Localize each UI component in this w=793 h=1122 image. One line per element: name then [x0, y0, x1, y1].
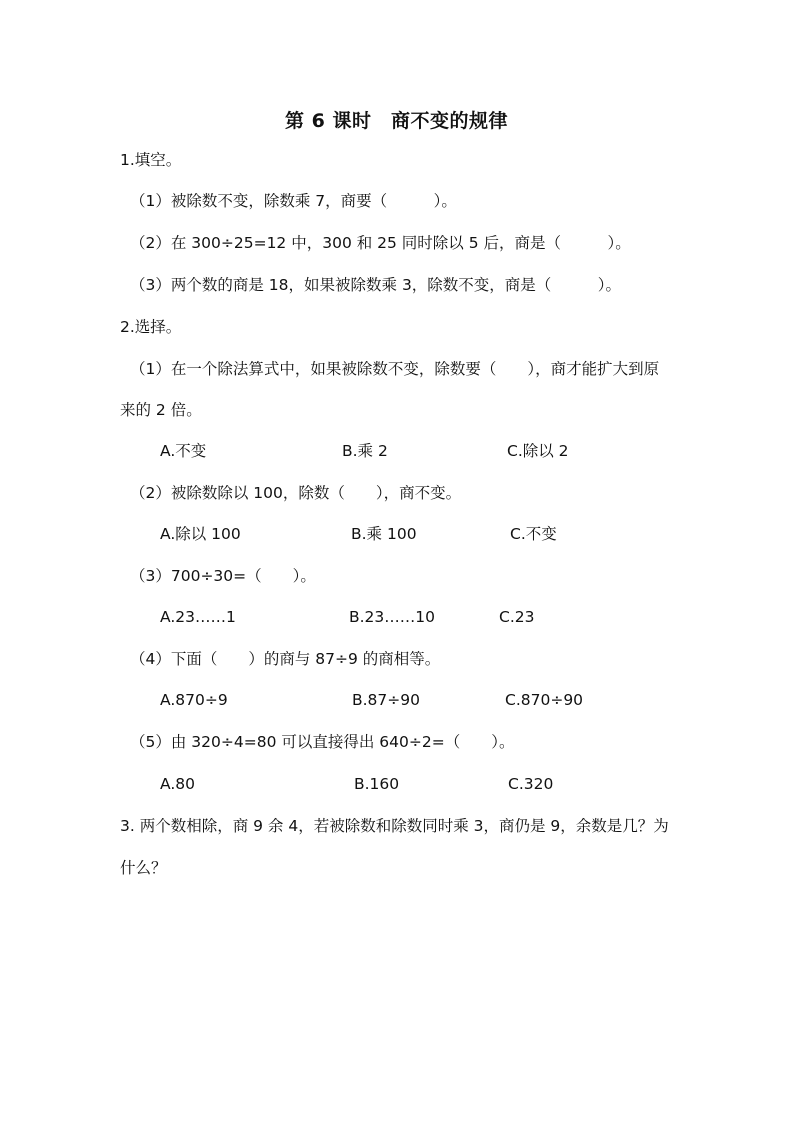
fill-blank-item-1: （1）被除数不变，除数乘 7，商要（ ）。: [130, 192, 457, 210]
choice-1-option-b: B.乘 2: [342, 442, 388, 460]
choice-5-option-a: A.80: [160, 775, 195, 793]
choice-3-option-b: B.23……10: [349, 608, 436, 626]
choice-4-option-c: C.870÷90: [505, 691, 584, 709]
section-3-question-line-1: 3. 两个数相除，商 9 余 4，若被除数和除数同时乘 3，商仍是 9，余数是几？为: [120, 817, 669, 835]
fill-blank-item-3: （3）两个数的商是 18，如果被除数乘 3，除数不变，商是（ ）。: [130, 276, 622, 294]
choice-1-option-c: C.除以 2: [507, 442, 569, 460]
choice-3-option-c: C.23: [499, 608, 535, 626]
choice-5-option-b: B.160: [354, 775, 400, 793]
choice-2-option-b: B.乘 100: [351, 525, 417, 543]
choice-2-option-a: A.除以 100: [160, 525, 241, 543]
choice-question-1-stem: （1）在一个除法算式中，如果被除数不变，除数要（ ），商才能扩大到原: [130, 360, 660, 378]
choice-2-option-c: C.不变: [510, 525, 557, 543]
choice-question-4-stem: （4）下面（ ）的商与 87÷9 的商相等。: [130, 650, 441, 668]
choice-4-option-b: B.87÷90: [352, 691, 420, 709]
choice-question-3-stem: （3）700÷30=（ ）。: [130, 567, 316, 585]
section-2-heading: 2.选择。: [120, 318, 182, 336]
section-1-heading: 1.填空。: [120, 151, 182, 169]
choice-question-1-stem-cont: 来的 2 倍。: [120, 401, 202, 419]
choice-question-5-stem: （5）由 320÷4=80 可以直接得出 640÷2=（ ）。: [130, 733, 515, 751]
choice-1-option-a: A.不变: [160, 442, 207, 460]
section-3-question-line-2: 什么？: [120, 859, 167, 877]
choice-4-option-a: A.870÷9: [160, 691, 228, 709]
choice-5-option-c: C.320: [508, 775, 554, 793]
choice-3-option-a: A.23……1: [160, 608, 236, 626]
choice-question-2-stem: （2）被除数除以 100，除数（ ），商不变。: [130, 484, 462, 502]
page-title: 第 6 课时 商不变的规律: [285, 110, 508, 132]
fill-blank-item-2: （2）在 300÷25=12 中，300 和 25 同时除以 5 后，商是（ ）。: [130, 234, 631, 252]
